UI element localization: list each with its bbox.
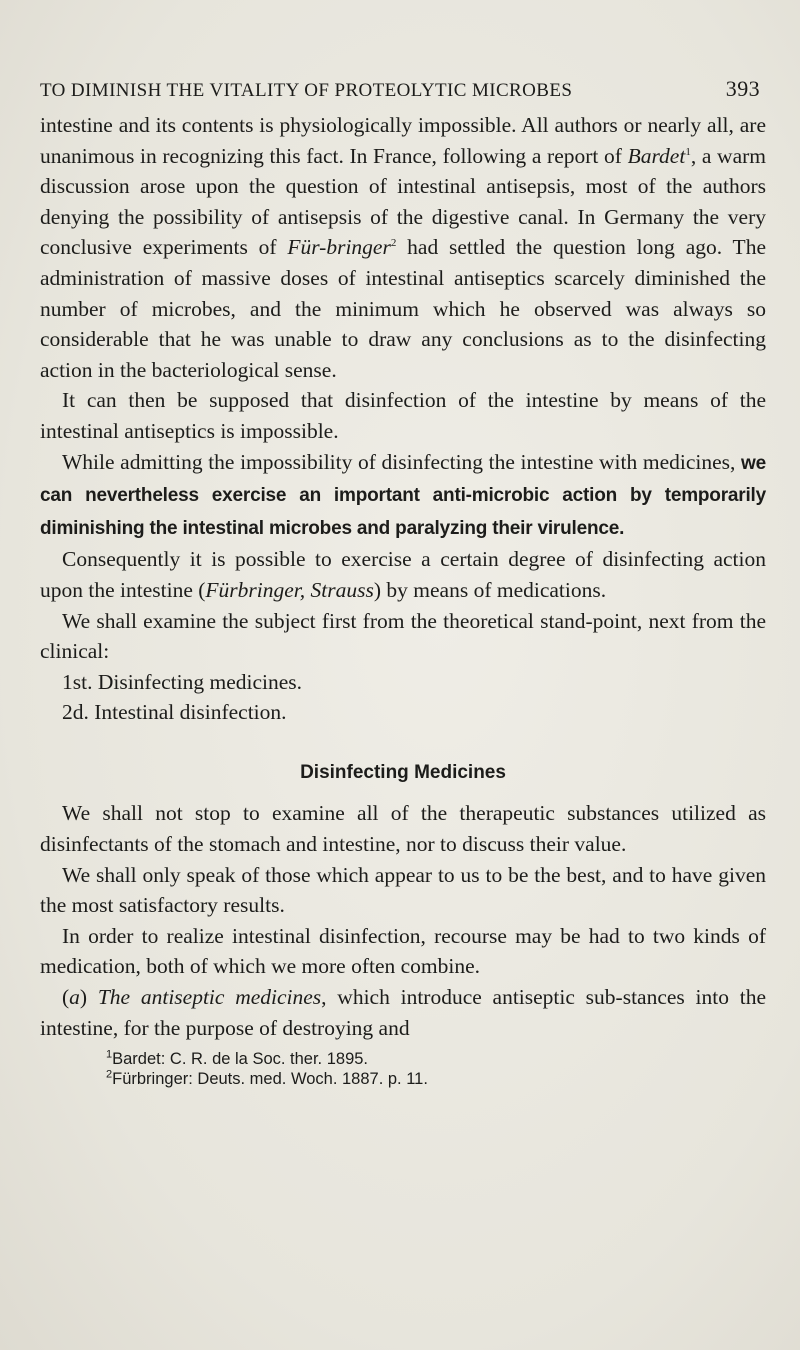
paragraph-5: We shall examine the subject first from the theoretical stand-point, next from the clinical: bbox=[40, 608, 766, 664]
p4-text-b: ) by means of medications. bbox=[373, 577, 607, 602]
p3-bold-text: we can nevertheless exercise an important anti-microbic action by temporarily diminishing the intestinal microbes and paralyzing their virulence. bbox=[40, 452, 766, 539]
p3-text-a: While admitting the impossibility of disinfecting the intestine with medicines, bbox=[62, 449, 742, 474]
page-number: 393 bbox=[725, 76, 760, 101]
section-heading: Disinfecting Medicines bbox=[300, 761, 506, 783]
footnote-mark: 2 bbox=[106, 1068, 113, 1081]
author-bardet: Bardet bbox=[627, 143, 686, 168]
footnote-ref-1: 1 bbox=[685, 145, 691, 158]
p9-text-c: , which introduce antiseptic sub-stances into the intestine, for the purpose of destroying and bbox=[40, 985, 766, 1040]
footnote-text: Bardet: C. R. de la Soc. ther. 1895. bbox=[112, 1050, 369, 1069]
paragraph-9 bbox=[40, 982, 766, 1043]
footnote-ref-2: 2 bbox=[390, 237, 397, 250]
paragraph-3 bbox=[40, 447, 766, 545]
paragraph-2: It can then be supposed that disinfection of the intestine by means of the intestinal antiseptics is impossible. bbox=[40, 388, 766, 443]
body-text bbox=[40, 110, 766, 1089]
p4-text-a: Consequently it is possible to exercise a certain degree of disinfecting action upon the intestine ( bbox=[40, 547, 766, 602]
p9-paren-close: ) bbox=[79, 985, 98, 1010]
p4-italic-authors: Fürbringer, Strauss bbox=[205, 577, 374, 602]
list-item: 1st. Disinfecting medicines. bbox=[62, 669, 303, 694]
p1-text-c: had settled the question long ago. The administration of massive doses of intestinal antiseptics scarcely diminished the number of microbes, and the minimum which he observed was always so considerable that he was unable to draw any conclusions as to the disinfecting action in the bacteriological sense. bbox=[40, 235, 766, 382]
running-title: TO DIMINISH THE VITALITY OF PROTEOLYTIC MICROBES bbox=[40, 80, 573, 101]
footnote-mark: 1 bbox=[106, 1048, 113, 1061]
footnote-text: Fürbringer: Deuts. med. Woch. 1887. p. 11. bbox=[112, 1070, 428, 1089]
list-item: 2d. Intestinal disinfection. bbox=[62, 700, 287, 725]
p9-italic-title: The antiseptic medicines bbox=[97, 985, 322, 1010]
paragraph-8: In order to realize intestinal disinfection, recourse may be had to two kinds of medication, both of which we more often combine. bbox=[40, 923, 766, 979]
p9-paren-open: ( bbox=[62, 985, 70, 1010]
paragraph-6: We shall not stop to examine all of the therapeutic substances utilized as disinfectants of the stomach and intestine, nor to discuss their value. bbox=[40, 801, 766, 857]
footnotes bbox=[40, 1049, 766, 1089]
p9-letter: a bbox=[69, 985, 80, 1010]
paragraph-4 bbox=[40, 544, 766, 605]
author-furbringer: Für-bringer bbox=[287, 235, 391, 260]
footnote bbox=[106, 1049, 766, 1069]
p1-text-a: intestine and its contents is physiologically impossible. All authors or nearly all, are unanimous in recognizing this fact. In France, following a report of bbox=[40, 113, 766, 168]
footnote bbox=[106, 1069, 766, 1089]
p1-text-b: , a warm discussion arose upon the question of intestinal antisepsis, most of the authors denying the possibility of antisepsis of the digestive canal. In Germany the very conclusive experiments of bbox=[40, 143, 766, 260]
paragraph-7: We shall only speak of those which appear to us to be the best, and to have given the most satisfactory results. bbox=[40, 862, 766, 918]
paragraph-1 bbox=[40, 110, 766, 385]
running-head bbox=[40, 76, 760, 102]
